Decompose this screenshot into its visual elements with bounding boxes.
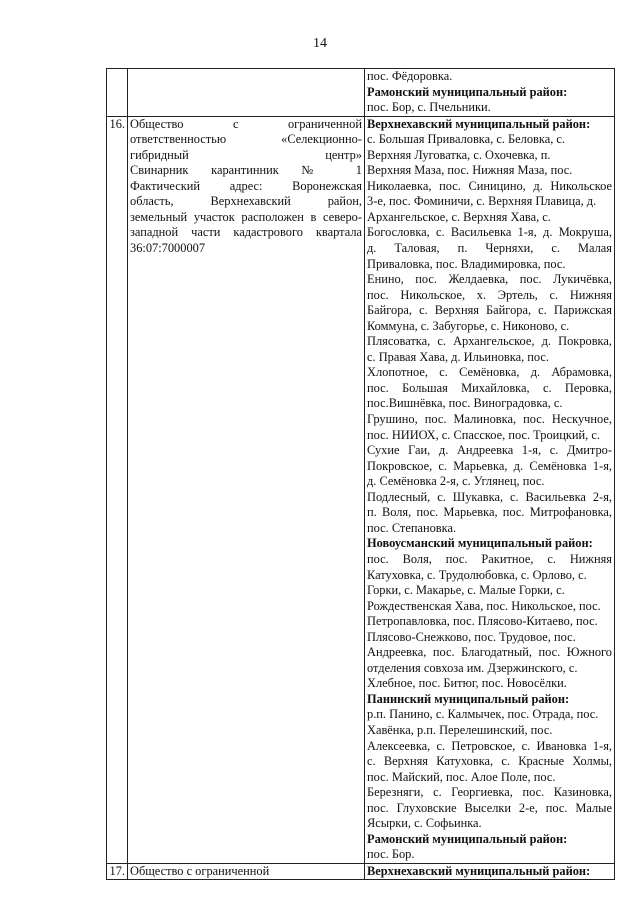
locations-list: [365, 116, 615, 863]
text-line: 36:07:7000007: [130, 241, 206, 256]
text-line: Хлебное, пос. Битюг, пос. Новосёлки.: [367, 676, 567, 691]
text-line: Сухие Гаи, д. Андреевка 1-я, с. Дмитро-: [367, 443, 612, 458]
text-line: п. Воля, пос. Марьевка, пос. Митрофановка,: [367, 505, 612, 520]
text-line: пос. Глуховские Выселки 2-е, пос. Малые: [367, 800, 612, 815]
table-row-17: [107, 863, 615, 880]
text-line: Рождественская Хава, пос. Никольское, пос.: [367, 598, 601, 613]
text-line: Хавёнка, р.п. Перелешинский, пос.: [367, 722, 553, 737]
text-line: с. Большая Приваловка, с. Беловка, с.: [367, 132, 566, 147]
text-line: пос.Вишнёвка, пос. Виноградовка, с.: [367, 396, 563, 411]
row-number: 17.: [107, 863, 128, 880]
district-heading: Панинский муниципальный район:: [367, 691, 570, 706]
text-line: пос. Бор.: [367, 847, 415, 862]
object-description: [128, 116, 365, 863]
text-line: Грушино, пос. Малиновка, пос. Нескучное,: [367, 412, 612, 427]
district-heading: Новоусманский муниципальный район:: [367, 536, 593, 551]
text-line: Верхняя Маза, пос. Нижняя Маза, пос.: [367, 163, 573, 178]
text-line: пос. НИИОХ, с. Спасское, пос. Троицкий, с.: [367, 427, 600, 442]
district-heading: Верхнехавский муниципальный район:: [367, 863, 591, 878]
text-line: Приваловка, пос. Владимировка, пос.: [367, 256, 566, 271]
row-number-cell: [107, 69, 128, 117]
text-line: западной части кадастрового квартала: [130, 225, 362, 240]
text-line: пос. Никольское, х. Эртель, с. Нижняя: [367, 287, 612, 302]
page-number: 14: [313, 36, 327, 51]
table-row-16: [107, 116, 615, 863]
locations-cell: [365, 69, 615, 117]
text-line: пос. Воля, пос. Ракитное, с. Нижняя: [367, 551, 612, 566]
text-line: пос. Степановка.: [367, 520, 457, 535]
text-line: Коммуна, с. Забугорье, с. Никоново, с.: [367, 318, 570, 333]
district-heading: Рамонский муниципальный район:: [367, 84, 568, 99]
text-line: Горки, с. Макарье, с. Малые Горки, с.: [367, 583, 565, 598]
text-line: Свинарник карантинник № 1: [130, 163, 362, 178]
locations-list: [365, 863, 615, 880]
text-line: Алексеевка, с. Петровское, с. Ивановка 1-я,: [367, 738, 612, 753]
text-line: д. Семёновка 2-я, с. Углянец, пос.: [367, 474, 545, 489]
text-line: Хлопотное, с. Семёновка, д. Абрамовка,: [367, 365, 612, 380]
text-line: Енино, пос. Желдаевка, пос. Лукичёвка,: [367, 272, 612, 287]
text-line: пос. Бор, с. Пчельники.: [367, 100, 491, 115]
district-heading: Рамонский муниципальный район:: [367, 831, 568, 846]
text-line: с. Верхняя Катуховка, с. Красные Холмы,: [367, 754, 612, 769]
text-line: отделения совхоза им. Дзержинского, с.: [367, 660, 578, 675]
object-description: [128, 863, 365, 880]
text-line: Петропавловка, пос. Плясово-Китаево, пос.: [367, 614, 598, 629]
text-line: ответственностью «Селекционно-: [130, 132, 362, 147]
text-line: Андреевка, пос. Благодатный, пос. Южного: [367, 645, 612, 660]
text-line: земельный участок расположен в северо-: [130, 209, 362, 224]
text-line: д. Таловая, п. Черняхи, с. Малая: [367, 241, 612, 256]
object-cell: [128, 69, 365, 117]
text-line: Богословка, с. Васильевка 1-я, д. Мокруша,: [367, 225, 612, 240]
text-line: Плясово-Снежково, пос. Трудовое, пос.: [367, 629, 576, 644]
text-line: Верхняя Луговатка, с. Охочевка, п.: [367, 147, 551, 162]
text-line: Архангельское, с. Верхняя Хава, с.: [367, 209, 551, 224]
text-line: Фактический адрес: Воронежская: [130, 178, 362, 193]
text-line: Березняги, с. Георгиевка, пос. Казиновка,: [367, 785, 612, 800]
text-line: Общество с ограниченной: [130, 116, 362, 131]
text-line: Николаевка, пос. Синицино, д. Никольское: [367, 178, 612, 193]
text-line: пос. Майский, пос. Алое Поле, пос.: [367, 769, 556, 784]
text-line: 3-е, пос. Фоминичи, с. Верхняя Плавица, д.: [367, 194, 597, 209]
text-line: Ясырки, с. Софьинка.: [367, 816, 482, 831]
locations-table: [106, 68, 615, 880]
text-line: р.п. Панино, с. Калмычек, пос. Отрада, пос.: [367, 707, 599, 722]
text-line: Байгора, с. Верхняя Байгора, с. Парижская: [367, 303, 612, 318]
text-line: пос. Фёдоровка.: [367, 69, 453, 83]
table-row-continuation: [107, 69, 615, 117]
district-heading: Верхнехавский муниципальный район:: [367, 116, 591, 131]
text-line: область, Верхнехавский район,: [130, 194, 362, 209]
text-line: Плясоватка, с. Архангельское, д. Покровка,: [367, 334, 612, 349]
text-line: с. Правая Хава, д. Ильиновка, пос.: [367, 349, 549, 364]
text-line: пос. Большая Михайловка, с. Перовка,: [367, 380, 612, 395]
text-line: Подлесный, с. Шукавка, с. Васильевка 2-я,: [367, 489, 612, 504]
text-line: Катуховка, с. Трудолюбовка, с. Орлово, с.: [367, 567, 587, 582]
text-line: Общество с ограниченной: [130, 863, 270, 878]
text-line: гибридный центр»: [130, 147, 362, 162]
row-number: 16.: [107, 116, 128, 863]
text-line: Покровское, с. Марьевка, д. Семёновка 1-я,: [367, 458, 612, 473]
